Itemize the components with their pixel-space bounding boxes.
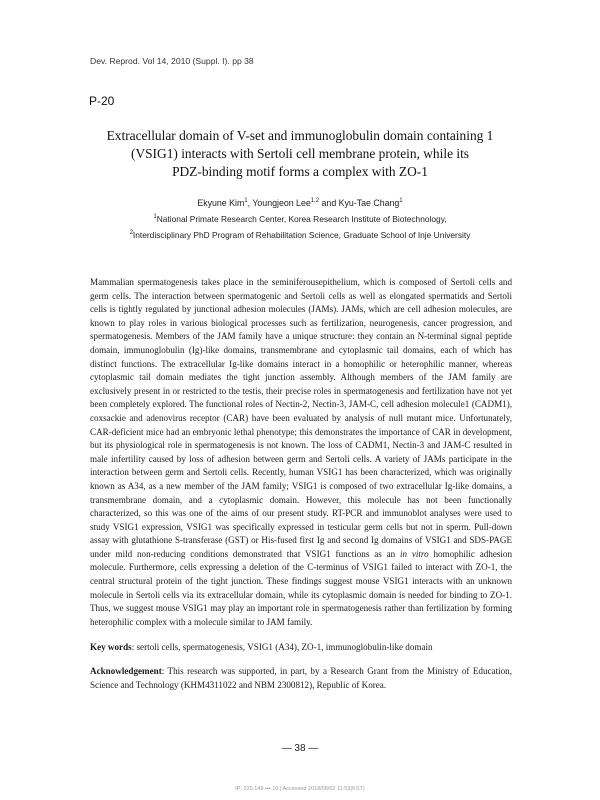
author-name: , Youngjeon Lee [247, 198, 311, 208]
abstract-body [90, 276, 512, 629]
acknowledgement-label: Acknowledgement [90, 666, 162, 676]
author-name: Ekyune Kim [197, 198, 245, 208]
affiliation-mark: 1 [153, 214, 157, 220]
poster-id: P-20 [89, 94, 115, 108]
keywords-text: : sertoli cells, spermatogenesis, VSIG1 (A34), ZO-1, immunoglobulin-like domain [131, 642, 433, 652]
page-number: — 38 — [281, 743, 319, 754]
author-list [60, 198, 540, 208]
journal-citation: Dev. Reprod. Vol 14, 2010 (Suppl. I). pp 38 [90, 56, 254, 66]
author-name: and Kyu-Tae Chang [319, 198, 400, 208]
acknowledgement [90, 664, 512, 692]
acknowledgement-text: : This research was supported, in part, by a Research Grant from the Ministry of Education, Science and Technology (KHM4311022 and NBM 2300812), Republic of Korea. [90, 666, 512, 690]
paper-title [60, 127, 540, 181]
author-affiliation-mark: 1,2 [310, 198, 320, 204]
title-line: Extracellular domain of V-set and immunoglobulin domain containing 1 [106, 128, 494, 143]
title-line: (VSIG1) interacts with Sertoli cell membrane protein, while its [130, 146, 470, 161]
affiliation-text: Interdisciplinary PhD Program of Rehabilitation Science, Graduate School of Inje University [132, 230, 471, 240]
abstract-italic: in vitro [399, 548, 429, 559]
affiliation-2 [60, 230, 540, 240]
affiliation-1 [60, 214, 540, 224]
affiliation-mark: 2 [129, 230, 133, 236]
title-line: PDZ-binding motif forms a complex with ZO-1 [172, 164, 428, 179]
keywords-label: Key words [90, 642, 132, 652]
keywords [90, 641, 512, 654]
abstract-text: Mammalian spermatogenesis takes place in the seminiferousepithelium, which is composed of Sertoli cells and germ cells. The interaction between spermatogenic and Sertoli cells as well as elongated spermatids and Sertoli cells is tightly regulated by junctional adhesion molecules (JAMs). JAMs, which are cell adhesion molecules, are known to play roles in various biological processes such as fertilization, neurogenesis, cancer progression, and spermatogenesis. Members of the JAM family have a unique structure: they contain an N-terminal signal peptide domain, immunoglobulin (Ig)-like domains, transmembrane and cytoplasmic tail domains, each of which has distinct functions. The extracellular Ig-like domains interact in a homophilic or heterophilic manner, whereas cytoplasmic tail domain mediates the tight junction assembly. Although members of the JAM family are exclusively present in or restricted to the testis, their precise roles in spermatogenesis and fertilization have not yet been completely explored. The functional roles of Nectin-2, Nectin-3, JAM-C, cell adhesion molecule1 (CADM1), coxsackie and adenovirus receptor (CAR) have been evaluated by analysis of null mutant mice. Unfortunately, CAR-deficient mice had an embryonic lethal phenotype; this demonstrates the importance of CAR in development, but its physiological role in spermatogenesis is not known. The loss of CADM1, Nectin-3 and JAM-C resulted in male infertility caused by loss of adhesion between germ and Sertoli cells. A variety of JAMs participate in the interaction between germ and Sertoli cells. Recently, human VSIG1 has been characterized, which was originally known as A34, as a new member of the JAM family; VSIG1 is composed of two extracellular Ig-like domains, a transmembrane domain, and a cytoplasmic domain. However, this molecule has not been functionally characterized, so this was one of the aims of our present study. RT-PCR and immunoblot analyses were used to study VSIG1 expression, VSIG1 was specifically expressed in testicular germ cells but not in sperm. Pull-down assay with glutathione S-transferase (GST) or His-fused first Ig and second Ig domains of VSIG1 and SDS-PAGE under mild non-reducing conditions demonstrated that VSIG1 functions as an [90, 277, 512, 559]
affiliation-text: National Primate Research Center, Korea Research Institute of Biotechnology, [156, 214, 447, 224]
access-watermark: IP: 220.149.•••.10 | Accessed 2018/08/02 11:53(KST) [235, 786, 365, 792]
author-affiliation-mark: 1 [399, 198, 403, 204]
author-affiliation-mark: 1 [244, 198, 248, 204]
abstract-text: homophilic adhesion molecule. Furthermore, cells expressing a deletion of the C-terminus of VSIG1 failed to interact with ZO-1, the central structural protein of the tight junction. These findings suggest mouse VSIG1 interacts with an unknown molecule in Sertoli cells via its extracellular domain, while its cytoplasmic domain is needed for binding to ZO-1. Thus, we suggest mouse VSIG1 may play an important role in spermatogenesis rather than fertilization by forming heterophilic complex with a molecule similar to JAM family. [90, 548, 513, 627]
